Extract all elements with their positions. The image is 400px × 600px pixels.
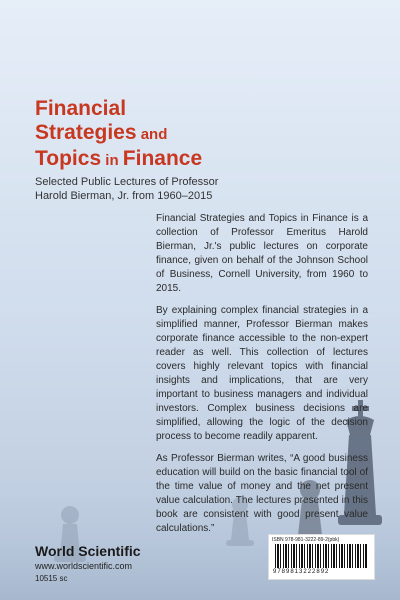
title-line-2: Strategies bbox=[35, 121, 137, 144]
title-line-3-connector: in bbox=[101, 152, 123, 169]
subtitle-line-2: Harold Bierman, Jr. from 1960–2015 bbox=[35, 190, 213, 202]
title-line-3-end: Finance bbox=[122, 147, 203, 170]
barcode bbox=[268, 534, 375, 580]
book-title bbox=[35, 97, 202, 173]
barcode-number: 9789813222892 bbox=[273, 569, 330, 575]
publisher-name: World Scientific bbox=[35, 543, 141, 559]
title-line-1: Financial bbox=[35, 97, 127, 120]
book-description bbox=[156, 212, 368, 544]
description-paragraph-3: As Professor Bierman writes, “A good business education will build on the basic financial tool of the time value of money and the net present value calculation. The lectures presented in this book are consistent with good present value calculations.” bbox=[156, 453, 368, 534]
title-line-2-connector: and bbox=[136, 126, 168, 143]
title-line-3: Topics bbox=[35, 147, 102, 170]
publisher-url: www.worldscientific.com bbox=[35, 561, 133, 571]
description-paragraph-2: By explaining complex financial strategies in a simplified manner, Professor Bierman makes corporate finance accessible to the non-expert reader as well. This collection of lectures covers highly relevant topics with financial insights and implications, that are very important to business managers and individual investors. Complex business decisions are simplified, allowing the logic of the decision process to become readily apparent. bbox=[156, 305, 368, 442]
book-subtitle bbox=[35, 175, 235, 203]
subtitle-line-1: Selected Public Lectures of Professor bbox=[35, 176, 219, 188]
isbn-text: ISBN 978-981-3222-89-2(pbk) bbox=[272, 537, 340, 543]
product-code: 10515 sc bbox=[35, 574, 68, 583]
description-paragraph-1: Financial Strategies and Topics in Finance is a collection of Professor Emeritus Harold Bierman, Jr.'s public lectures on corporate finance, given on behalf of the Johnson School of Business, Cornell University, from 1960 to 2015. bbox=[156, 213, 368, 294]
barcode-bars bbox=[275, 544, 368, 568]
